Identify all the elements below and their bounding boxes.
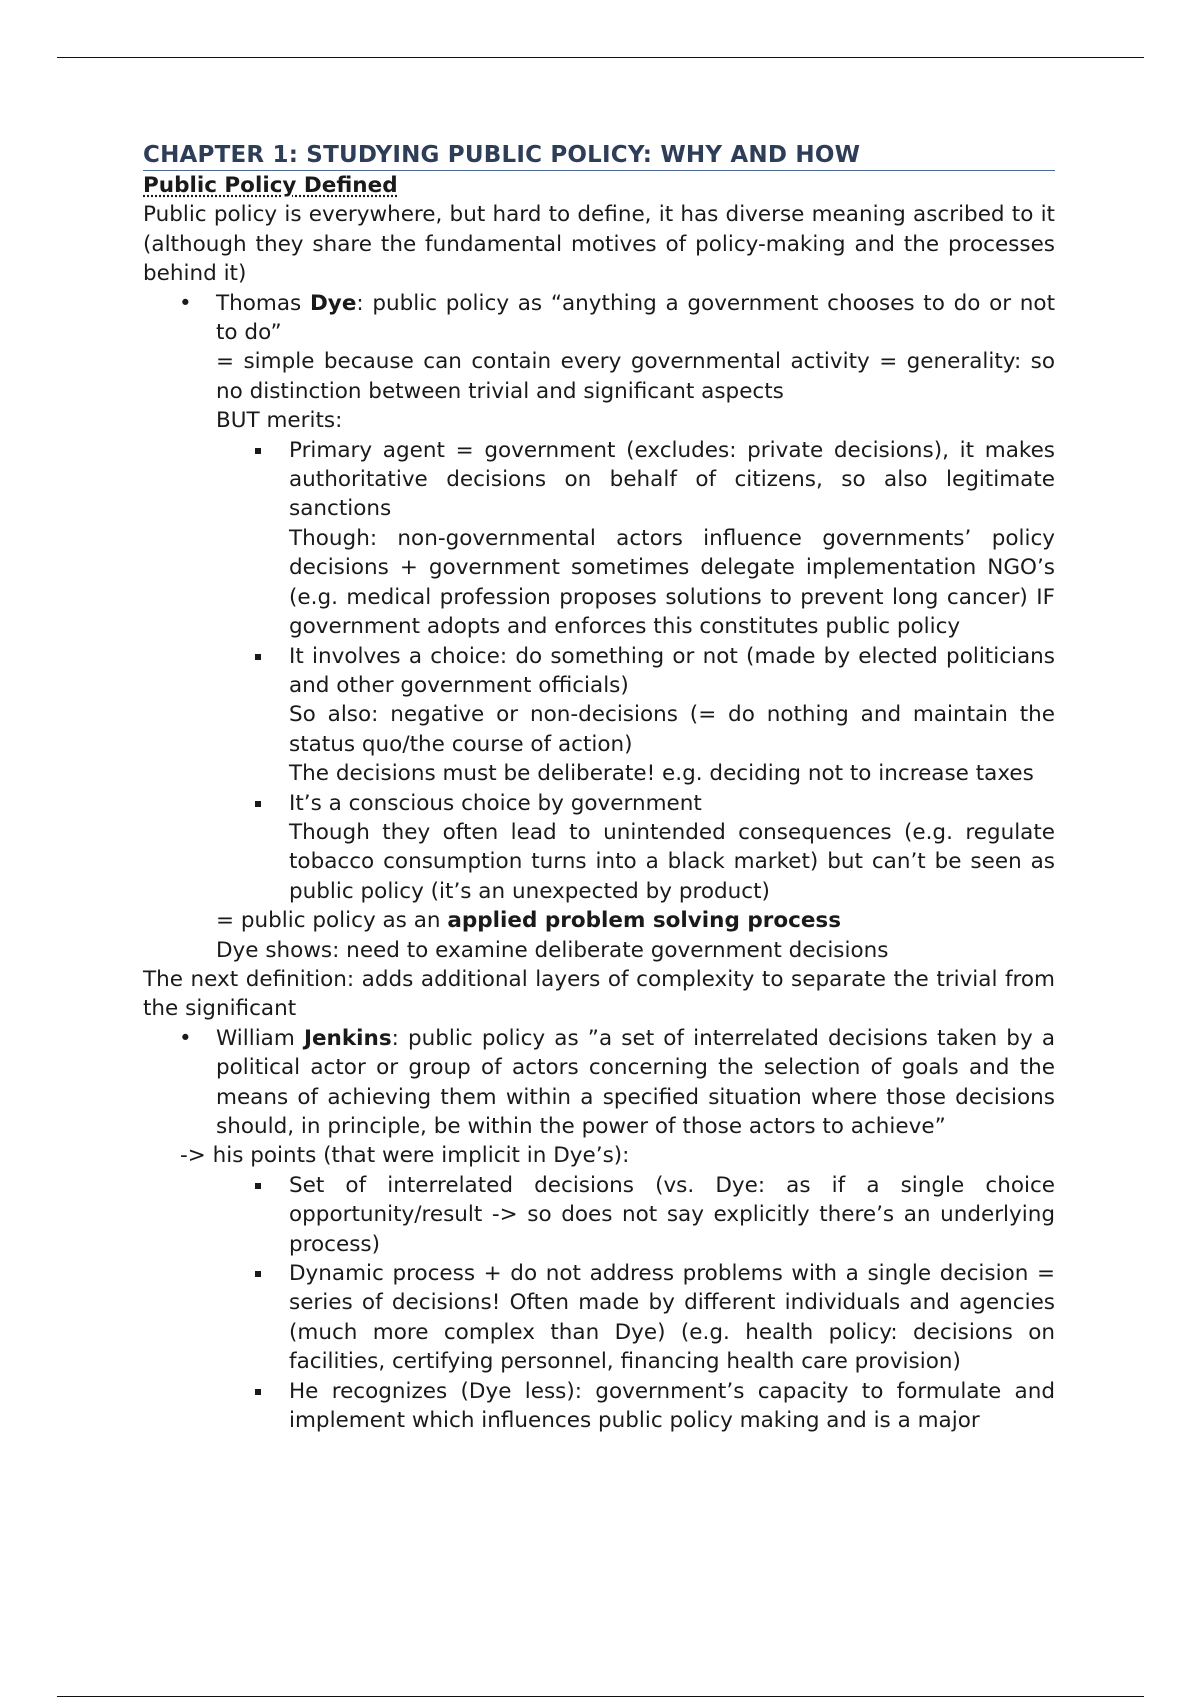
dye-merit-list [143, 436, 1055, 907]
section-title: Public Policy Defined [143, 173, 398, 198]
document-body [143, 140, 1055, 1435]
dye-definition-text: : public policy as “anything a government chooses to do or not to do” [216, 290, 1055, 346]
dye-name: Dye [309, 290, 357, 316]
jenkins-name: Jenkins [303, 1025, 392, 1051]
dye-merits: BUT merits: [216, 408, 343, 434]
merit-line: Primary agent = government (excludes: private decisions), it makes authoritative decisions on behalf of citizens, so also legitimate sanctions [289, 437, 1055, 522]
jenkins-name-prefix: William [216, 1025, 304, 1051]
merit-line: So also: negative or non-decisions (= do nothing and maintain the status quo/the course of action) [289, 702, 1055, 757]
jenkins-definition-text: : public policy as ”a set of interrelated decisions taken by a political actor or group of actors concerning the selection of goals and the means of achieving them within a specified situation where those decisions should, in principle, be within the power of those actors to achieve” [216, 1025, 1055, 1139]
list-item-jenkins [216, 1024, 1055, 1142]
merit-line: Though they often lead to unintended consequences (e.g. regulate tobacco consumption turns into a black market) but can’t be seen as public policy (it’s an unexpected by product) [289, 819, 1055, 904]
list-item [289, 642, 1055, 789]
jenkins-point-list [143, 1171, 1055, 1436]
dye-definition [216, 289, 1055, 348]
dye-summary [143, 906, 1055, 935]
header-rule [57, 57, 1144, 58]
list-item-dye [216, 289, 1055, 436]
dye-name-prefix: Thomas [216, 290, 310, 316]
dye-summary-bold: applied problem solving process [447, 908, 842, 934]
merit-line: The decisions must be deliberate! e.g. deciding not to increase taxes [289, 761, 1034, 787]
list-item [289, 436, 1055, 642]
dye-summary-prefix: = public policy as an [216, 908, 448, 934]
merit-line: It’s a conscious choice by government [289, 790, 702, 816]
dye-simple: = simple because can contain every governmental activity = generality: so no distinction between trivial and significant aspects [216, 349, 1055, 404]
jenkins-points-intro: -> his points (that were implicit in Dye’s): [180, 1143, 630, 1169]
list-item: Set of interrelated decisions (vs. Dye: as if a single choice opportunity/result -> so does not say explicitly there’s an underlying process) [289, 1171, 1055, 1259]
list-item: He recognizes (Dye less): government’s capacity to formulate and implement which influences public policy making and is a major [289, 1377, 1055, 1436]
definition-list-dye [143, 289, 1055, 436]
intro-paragraph: Public policy is everywhere, but hard to define, it has diverse meaning ascribed to it (although they share the fundamental motives of policy-making and the processes behind it) [143, 202, 1055, 287]
jenkins-definition [216, 1024, 1055, 1142]
list-item: Dynamic process + do not address problems with a single decision = series of decisions! Often made by different individuals and agencies (much more complex than Dye) (e.g. health policy: decisions on facilities, certifying personnel, financing health care provision) [289, 1259, 1055, 1377]
transition-paragraph: The next definition: adds additional layers of complexity to separate the trivial from the significant [143, 966, 1055, 1022]
definition-list-jenkins [143, 1024, 1055, 1142]
list-item [289, 789, 1055, 907]
footer-rule [57, 1696, 1144, 1697]
merit-line: It involves a choice: do something or not (made by elected politicians and other government officials) [289, 643, 1055, 698]
dye-shows: Dye shows: need to examine deliberate government decisions [216, 937, 889, 963]
merit-line: Though: non-governmental actors influence governments’ policy decisions + government sometimes delegate implementation NGO’s (e.g. medical profession proposes solutions to prevent long cancer) IF government adopts and enforces this constitutes public policy [289, 525, 1055, 640]
chapter-title: CHAPTER 1: STUDYING PUBLIC POLICY: WHY AND HOW [143, 140, 1055, 171]
